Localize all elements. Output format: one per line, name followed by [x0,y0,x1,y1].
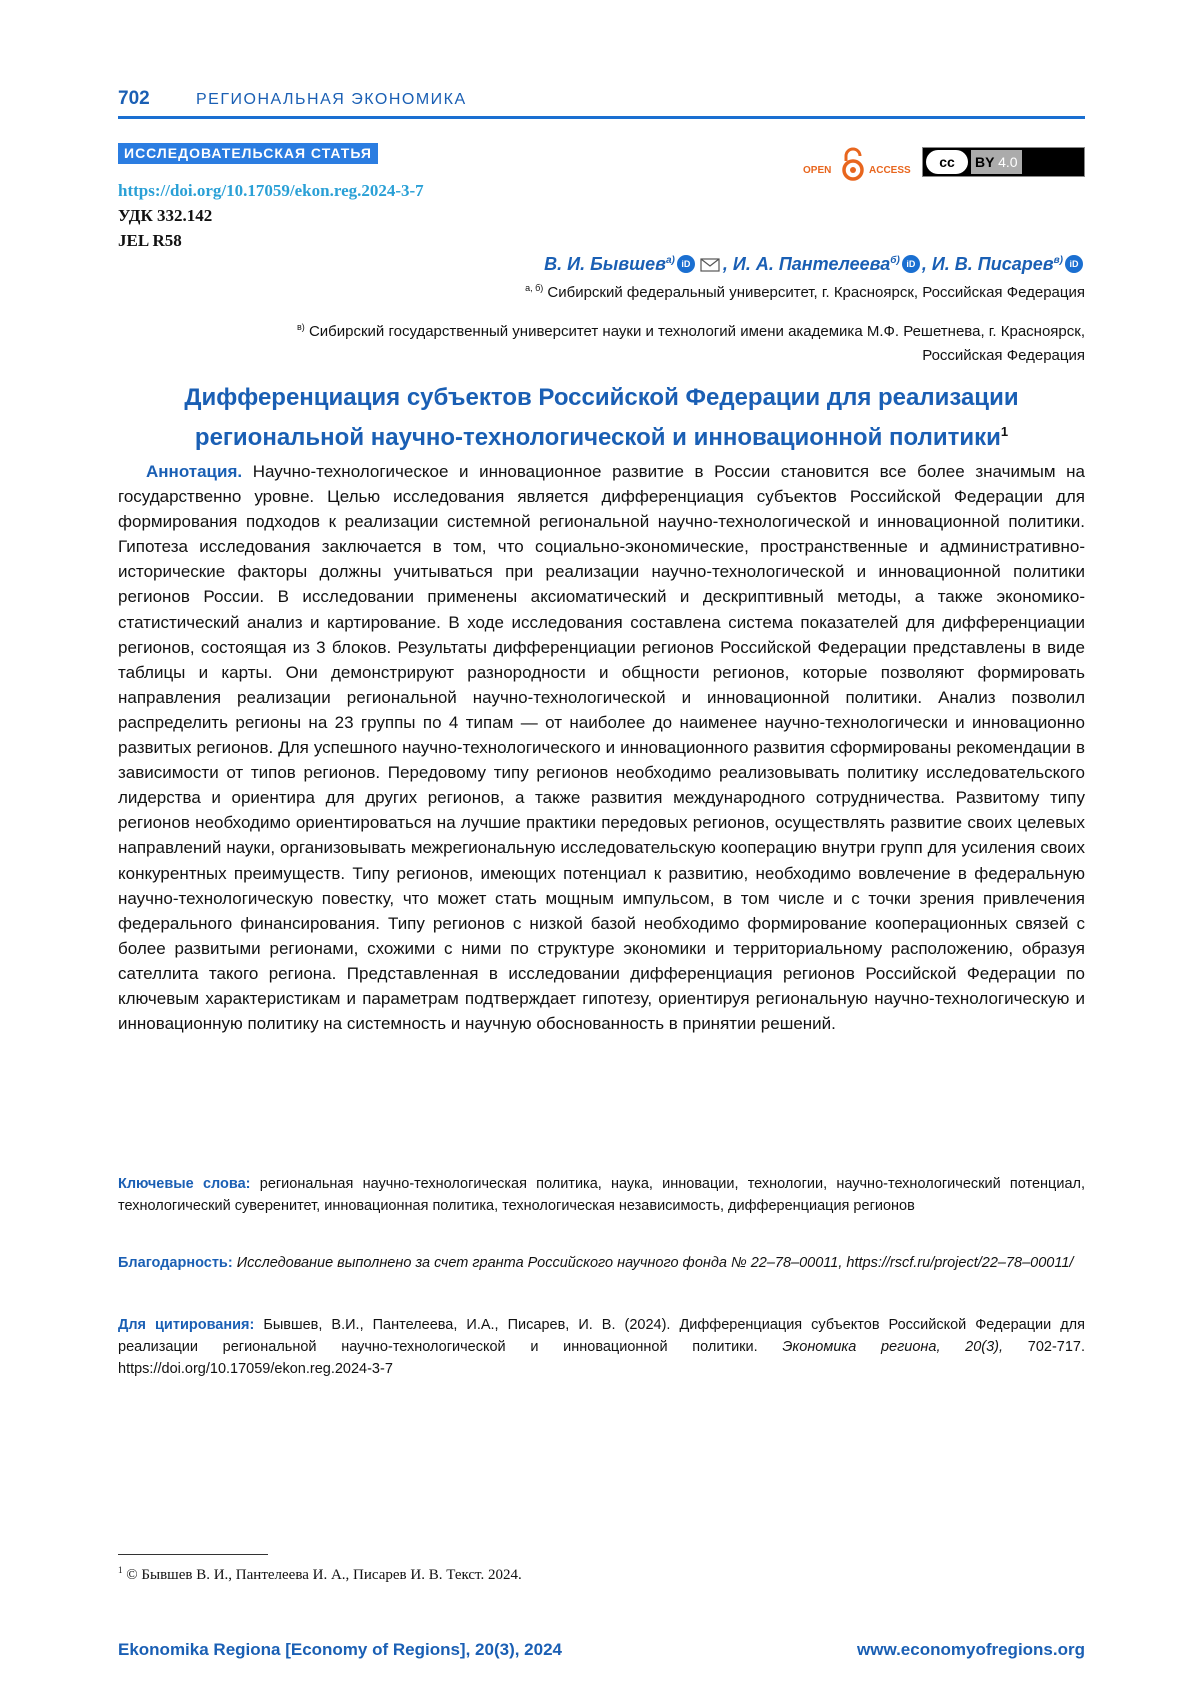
udk-code: УДК 332.142 [118,206,212,226]
abstract-label: Аннотация. [146,462,242,481]
citation-label: Для цитирования: [118,1317,254,1333]
acknowledgment [118,1252,1085,1274]
footnote-mark: 1 [118,1565,123,1575]
cc-license-badge[interactable] [922,147,1085,177]
citation-journal: Экономика региона, 20(3), [782,1339,1003,1355]
open-access-logo [803,145,915,181]
affiliation-2-line-2: Российская Федерация [922,347,1085,364]
acknowledgment-text: Исследование выполнено за счет гранта Российского научного фонда № 22–78–00011, https://rscf.ru/project/22–78–00011/ [237,1255,1074,1271]
open-access-access-text: ACCESS [869,165,911,176]
affiliation-1-mark: а, б) [525,283,543,293]
open-access-lock-icon [840,147,866,186]
cc-by-label [971,150,1022,174]
acknowledgment-label: Благодарность: [118,1255,233,1271]
orcid-icon[interactable]: iD [677,255,695,273]
article-title-line-2: региональной научно-технологической и инновационной политики [195,424,1001,451]
open-access-open-text: OPEN [803,165,831,176]
email-icon[interactable] [700,256,720,277]
author-3-name[interactable]: , И. В. Писарев [922,254,1054,274]
page-number: 702 [118,88,150,110]
cc-icon: cc [926,150,968,174]
article-type-badge: ИССЛЕДОВАТЕЛЬСКАЯ СТАТЬЯ [118,143,378,164]
journal-section: РЕГИОНАЛЬНАЯ ЭКОНОМИКА [196,91,467,109]
title-footnote-mark[interactable]: 1 [1001,424,1008,439]
affiliation-1 [525,283,1085,301]
cc-by-text: BY [975,154,994,170]
article-title-line-1: Дифференциация субъектов Российской Федерации для реализации [184,384,1018,411]
author-list [544,254,1085,277]
doi-link[interactable]: https://doi.org/10.17059/ekon.reg.2024-3-7 [118,181,424,201]
affiliation-1-text: Сибирский федеральный университет, г. Красноярск, Российская Федерация [547,284,1085,301]
keywords [118,1173,1085,1217]
header-divider [118,116,1085,119]
keywords-label: Ключевые слова: [118,1176,251,1192]
footnote-text: © Бывшев В. И., Пантелеева И. А., Писарев И. В. Текст. 2024. [126,1567,521,1583]
footer-website-link[interactable]: www.economyofregions.org [857,1640,1085,1660]
jel-code: JEL R58 [118,231,182,251]
author-3-affil-mark: в) [1054,255,1063,266]
citation-text-part-2: 702-717. https://doi.org/10.17059/ekon.reg.2024-3-7 [118,1339,1085,1377]
affiliation-2-mark: в) [297,322,305,332]
footnote-divider [118,1554,268,1555]
cc-version: 4.0 [998,154,1017,170]
article-page [0,0,1200,1699]
footnote [118,1565,522,1584]
orcid-icon[interactable]: iD [1065,255,1083,273]
affiliation-2-line-1: Сибирский государственный университет науки и технологий имени академика М.Ф. Решетнева, г. Красноярск, [309,323,1085,340]
orcid-icon[interactable]: iD [902,255,920,273]
abstract-text: Научно-технологическое и инновационное развитие в России становится все более значимым на государственно уровне. Целью исследования является дифференциация субъектов Российской Федерации для формирования подходов к реализации системной региональной научно-технологической и инновационной политики. Гипотеза исследования заключается в том, что социально-экономические, пространственные и административно-исторические факторы должны учитываться при реализации научно-технологической и инновационной политики регионов России. В исследовании применены аксиоматический и дескриптивный методы, а также экономико-статистический анализ и картирование. В ходе исследования составлена система показателей для дифференциации регионов, состоящая из 3 блоков. Результаты дифференциации регионов Российской Федерации представлены в виде таблицы и карты. Они демонстрируют разнородности и общности регионов, которые позволяют формировать направления реализации региональной научно-технологической и инновационной политики. Анализ позволил распределить регионы на 23 группы по 4 типам — от наиболее до наименее научно-технологически и инновационно развитых регионов. Для успешного научно-технологического и инновационного развития сформированы рекомендации в зависимости от типов регионов. Передовому типу регионов необходимо реализовывать политику исследовательского лидерства и ориентира для других регионов, а также развития международного сотрудничества. Развитому типу регионов необходимо ориентироваться на лучшие практики передовых регионов, осуществлять развитие своих целевых направлений науки, организовывать межрегиональную исследовательскую кооперацию внутри групп для усиления своих конкурентных преимуществ. Типу регионов, имеющих потенциал к развитию, необходимо вовлечение в федеральную научно-технологическую повестку, что может стать мощным импульсом, в том числе и с точки зрения привлечения федерального финансирования. Типу регионов с низкой базой необходимо формирование кооперационных связей с более развитыми регионами, схожими с ними по структуре экономики и территориальному расположению, образуя сателлита такого региона. Представленная в исследовании дифференциация регионов Российской Федерации по ключевым характеристикам и параметрам подтверждает гипотезу, ориентируя региональную научно-технологическую и инновационную политику на системность и научную обоснованность в принятии решений. [118,462,1085,1033]
author-1-affil-mark: а) [666,255,675,266]
footer-journal: Ekonomika Regiona [Economy of Regions], 20(3), 2024 [118,1640,562,1660]
author-2-affil-mark: б) [890,255,900,266]
author-2-name[interactable]: , И. А. Пантелеева [723,254,890,274]
affiliation-2 [297,315,1085,368]
running-header [118,86,1085,116]
abstract [118,459,1085,1036]
citation [118,1314,1085,1380]
author-1-name[interactable]: В. И. Бывшев [544,254,666,274]
article-title [118,381,1085,455]
keywords-text: региональная научно-технологическая политика, наука, инновации, технологии, научно-технологический потенциал, технологический суверенитет, инновационная политика, технологическая независимость, дифференциация регионов [118,1176,1085,1214]
citation-text-part-1: Бывшев, В.И., Пантелеева, И.А., Писарев, И. В. (2024). Дифференциация субъектов Российской Федерации для реализации региональной научно-технологической и инновационной политики. [118,1317,1085,1355]
